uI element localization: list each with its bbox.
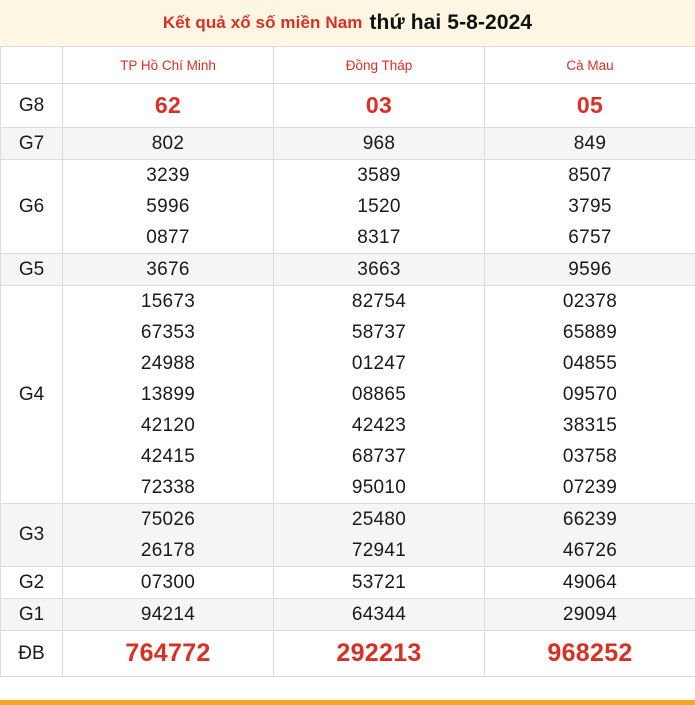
prize-values: 53721 [274,567,485,599]
prize-values: 75026 26178 [63,504,274,567]
table-row [1,254,695,286]
prize-values: 62 [63,84,274,128]
table-row [1,504,695,567]
prize-values: 3663 [274,254,485,286]
prize-values: 07300 [63,567,274,599]
prize-label: G3 [1,504,63,567]
prize-values: 66239 46726 [485,504,695,567]
prize-label: G1 [1,599,63,631]
table-row [1,160,695,254]
prize-column-header [1,47,63,84]
prize-values: 05 [485,84,695,128]
prize-values: 849 [485,128,695,160]
prize-values: 64344 [274,599,485,631]
prize-values: 3239 5996 0877 [63,160,274,254]
prize-label: G2 [1,567,63,599]
prize-label: G4 [1,286,63,504]
prize-values: 968252 [485,631,695,677]
prize-values: 03 [274,84,485,128]
table-row [1,128,695,160]
page-header [0,0,695,46]
prize-label: G7 [1,128,63,160]
table-row [1,286,695,504]
results-table [0,46,695,677]
bottom-accent-bar [0,700,695,705]
prize-values: 764772 [63,631,274,677]
table-row [1,631,695,677]
province-header-0: TP Hồ Chí Minh [63,47,274,84]
table-row [1,567,695,599]
prize-label: G6 [1,160,63,254]
prize-values: 9596 [485,254,695,286]
table-header-row [1,47,695,84]
prize-label: G5 [1,254,63,286]
prize-values: 49064 [485,567,695,599]
table-row [1,84,695,128]
prize-values: 15673 67353 24988 13899 42120 42415 72338 [63,286,274,504]
prize-values: 02378 65889 04855 09570 38315 03758 07239 [485,286,695,504]
prize-values: 94214 [63,599,274,631]
province-header-2: Cà Mau [485,47,695,84]
prize-values: 802 [63,128,274,160]
prize-values: 292213 [274,631,485,677]
prize-values: 3589 1520 8317 [274,160,485,254]
prize-values: 968 [274,128,485,160]
table-row [1,599,695,631]
province-header-1: Đồng Tháp [274,47,485,84]
prize-values: 3676 [63,254,274,286]
page-title: Kết quả xổ số miền Nam [162,13,363,32]
prize-values: 25480 72941 [274,504,485,567]
prize-label: ĐB [1,631,63,677]
results-table-body [1,47,695,677]
prize-values: 8507 3795 6757 [485,160,695,254]
prize-values: 82754 58737 01247 08865 42423 68737 95010 [274,286,485,504]
prize-label: G8 [1,84,63,128]
result-date: thứ hai 5-8-2024 [369,11,533,34]
prize-values: 29094 [485,599,695,631]
